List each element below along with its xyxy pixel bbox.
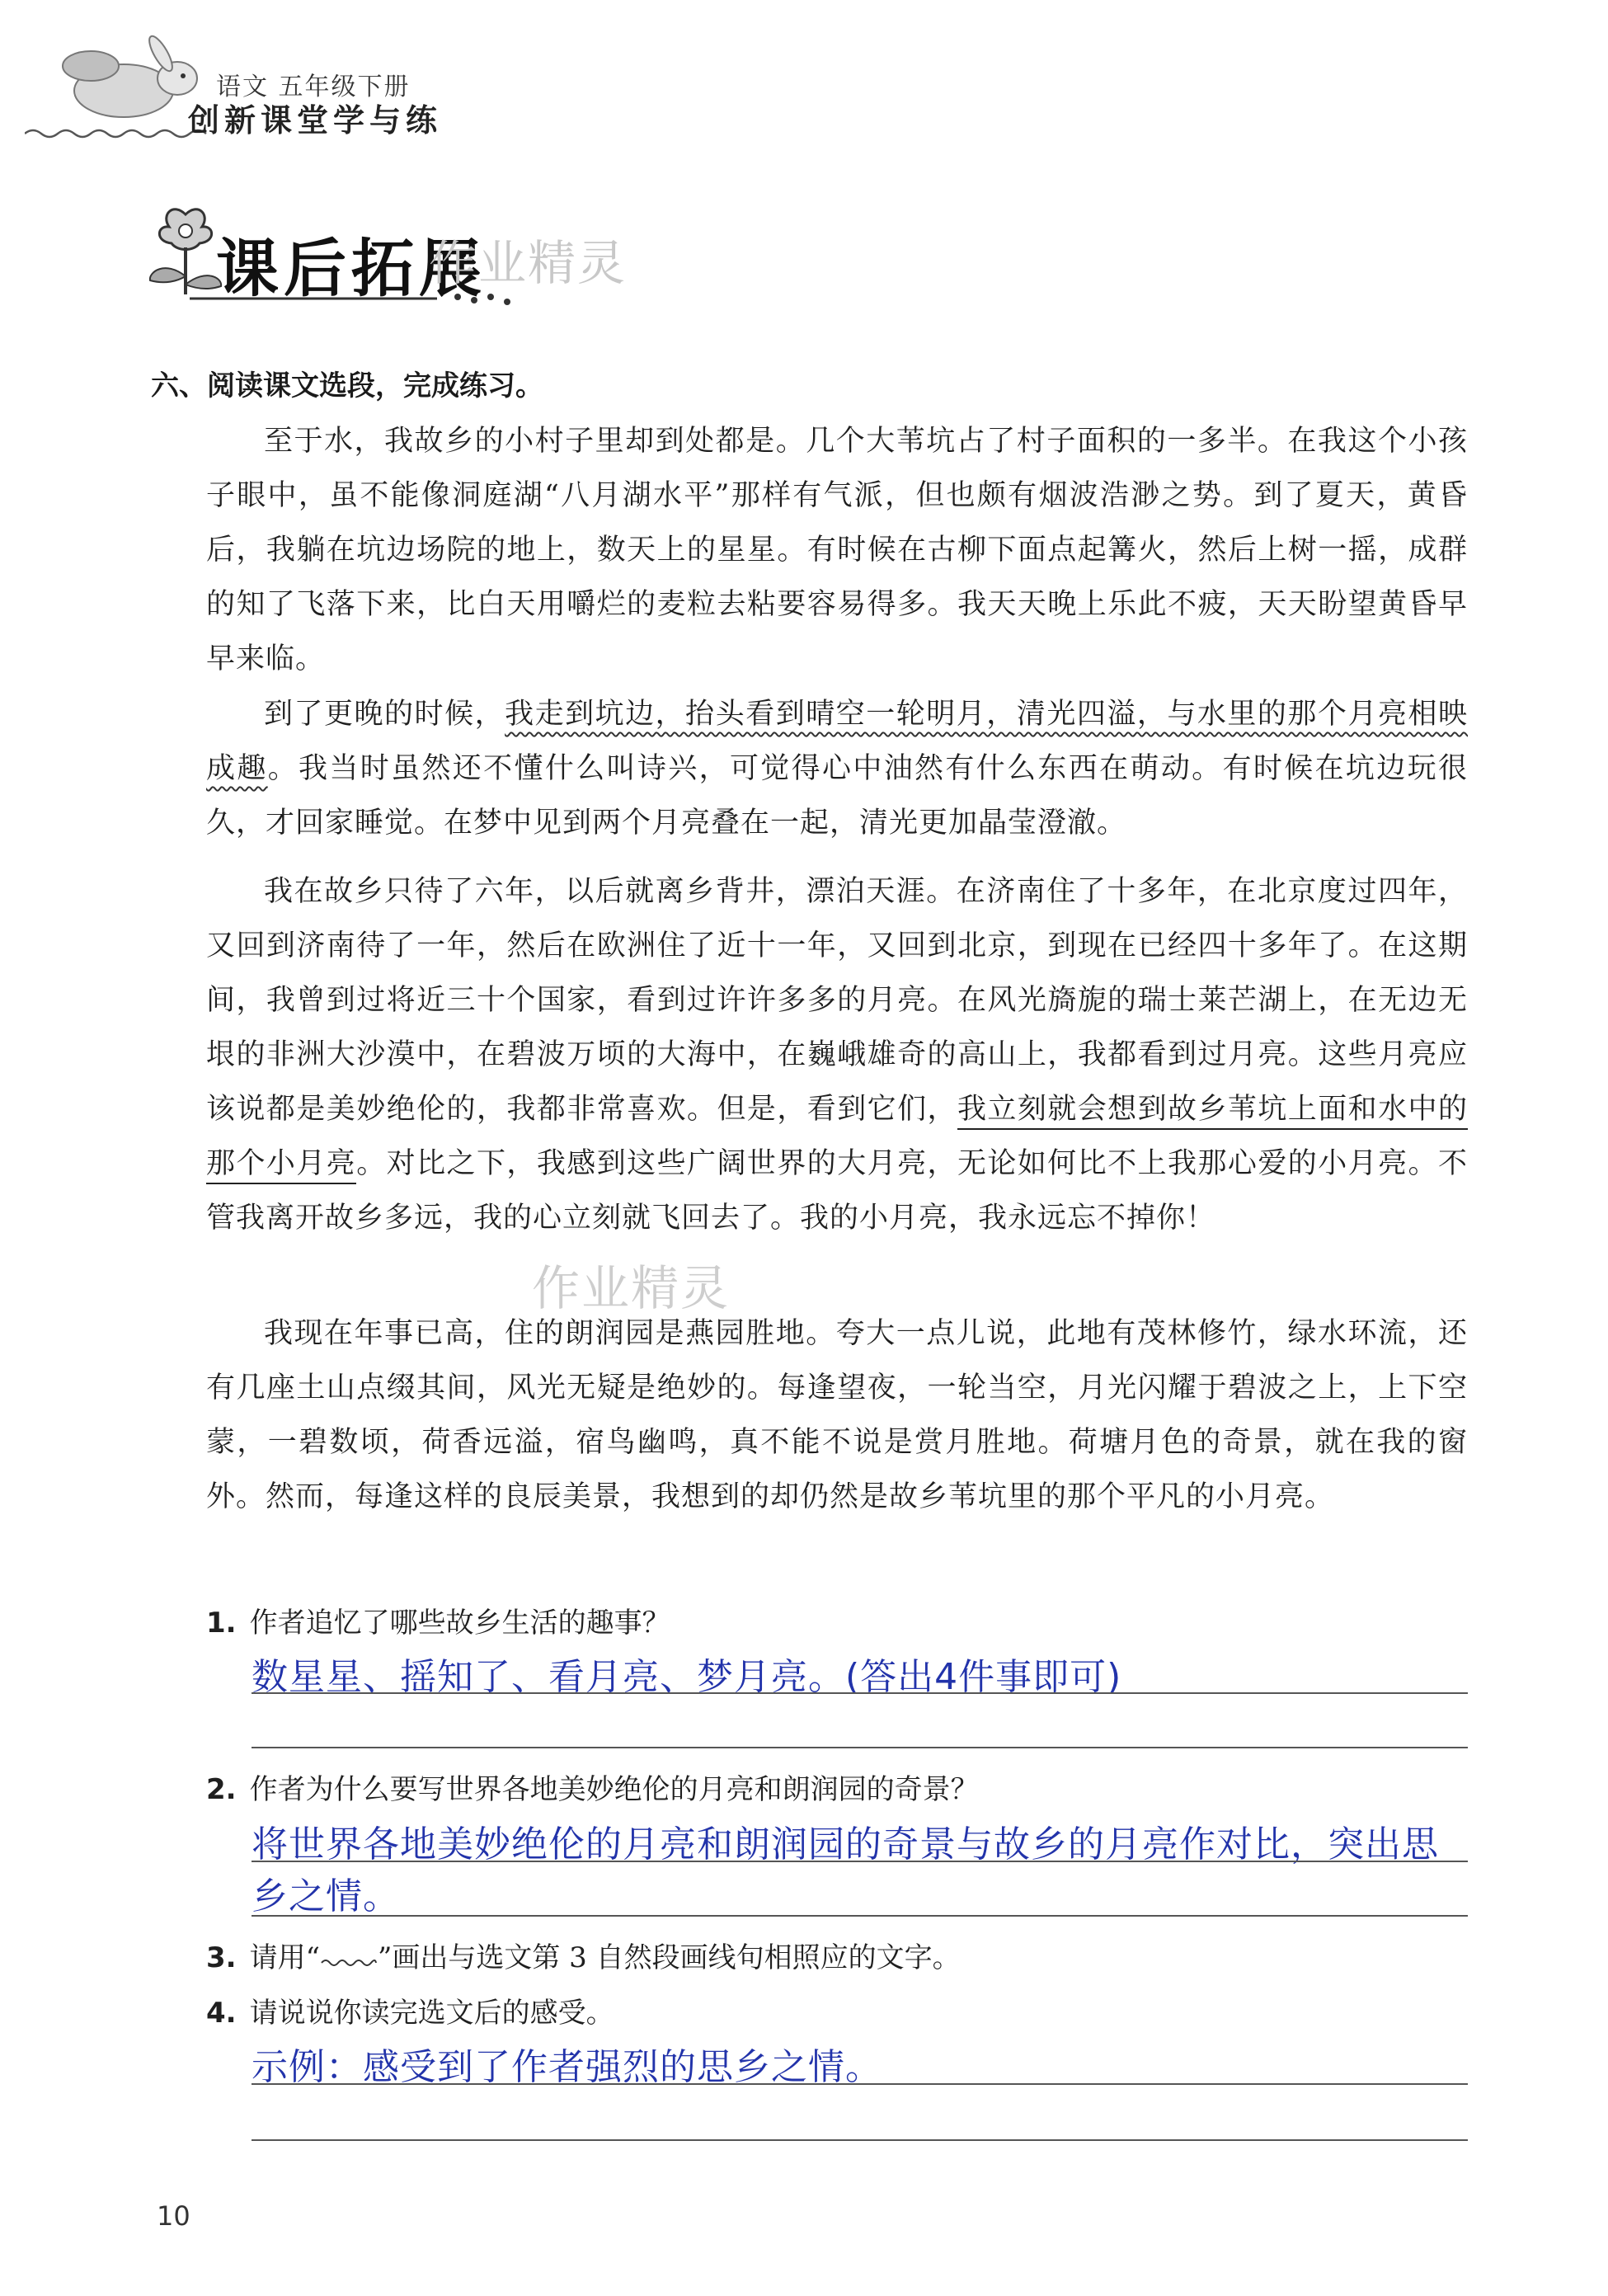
question-4: 4. 请说说你读完选文后的感受。 — [206, 1997, 614, 2030]
answer-2-line-1: 将世界各地美妙绝伦的月亮和朗润园的奇景与故乡的月亮作对比，突出思 — [252, 1823, 1439, 1866]
wavy-underlined-sentence: 我走到坑边，抬头看到晴空一轮明月，清光四溢，与水里的那个月亮相映成趣 — [206, 698, 1468, 785]
header-book-title: 创新课堂学与练 — [188, 102, 443, 139]
question-2: 2. 作者为什么要写世界各地美妙绝伦的月亮和朗润园的奇景？ — [206, 1773, 979, 1806]
passage-paragraph-2: 到了更晚的时候，我走到坑边，抬头看到晴空一轮明月，清光四溢，与水里的那个月亮相映成趣。我当时虽然还不懂什么叫诗兴，可觉得心中油然有什么东西在萌动。有时候在坑边玩很久，才回家睡觉。在梦中见到两个月亮叠在一起，清光更加晶莹澄澈。 — [206, 698, 1468, 840]
answer-line — [252, 1915, 1468, 1917]
section-banner: 课后拓展 — [216, 232, 487, 305]
header-subtitle: 语文 五年级下册 — [216, 73, 411, 101]
watermark: 作业精灵 — [429, 235, 628, 291]
answer-4: 示例：感受到了作者强烈的思乡之情。 — [252, 2046, 882, 2088]
answer-line — [252, 2139, 1468, 2141]
question-1: 1. 作者追忆了哪些故乡生活的趣事？ — [206, 1607, 670, 1640]
underlined-sentence: 我立刻就会想到故乡苇坑上面和水中的那个小月亮 — [206, 1093, 1468, 1184]
passage-paragraph-4: 我现在年事已高，住的朗润园是燕园胜地。夸大一点儿说，此地有茂林修竹，绿水环流，还有几座土山点缀其间，风光无疑是绝妙的。每逢望夜，一轮当空，月光闪耀于碧波之上，上下空蒙，一碧数顷，荷香远溢，宿鸟幽鸣，真不能不说是赏月胜地。荷塘月色的奇景，就在我的窗外。然而，每逢这样的良辰美景，我想到的却仍然是故乡苇坑里的那个平凡的小月亮。 — [206, 1317, 1468, 1513]
watermark-overlay: 作业精灵 — [532, 1260, 731, 1316]
wavy-line-symbol — [320, 1942, 378, 1975]
answer-2-line-2: 乡之情。 — [252, 1875, 400, 1917]
answer-line — [252, 1692, 1468, 1694]
header-rabbit-illustration — [25, 33, 214, 148]
passage-paragraph-3: 我在故乡只待了六年，以后就离乡背井，漂泊天涯。在济南住了十多年，在北京度过四年，又回到济南待了一年，然后在欧洲住了近十一年，又回到北京，到现在已经四十多年了。在这期间，我曾到过将近三十个国家，看到过许许多多的月亮。在风光旖旎的瑞士莱芒湖上，在无边无垠的非洲大沙漠中，在碧波万顷的大海中，在巍峨雄奇的高山上，我都看到过月亮。这些月亮应该说都是美妙绝伦的，我都非常喜欢。但是，看到它们，我立刻就会想到故乡苇坑上面和水中的那个小月亮。对比之下，我感到这些广阔世界的大月亮，无论如何比不上我那心爱的小月亮。不管我离开故乡多远，我的心立刻就飞回去了。我的小月亮，我永远忘不掉你！ — [206, 875, 1468, 1235]
answer-line — [252, 2083, 1468, 2085]
task-heading: 六、阅读课文选段，完成练习。 — [151, 369, 543, 402]
answer-line — [252, 1747, 1468, 1748]
question-3: 3. 请用“ ”画出与选文第 3 自然段画线句相照应的文字。 — [206, 1941, 961, 1974]
page-number: 10 — [157, 2200, 190, 2232]
passage-paragraph-1: 至于水，我故乡的小村子里却到处都是。几个大苇坑占了村子面积的一多半。在我这个小孩子眼中，虽不能像洞庭湖“八月湖水平”那样有气派，但也颇有烟波浩渺之势。到了夏天，黄昏后，我躺在坑边场院的地上，数天上的星星。有时候在古柳下面点起篝火，然后上树一摇，成群的知了飞落下来，比白天用嚼烂的麦粒去粘要容易得多。我天天晚上乐此不疲，天天盼望黄昏早早来临。 — [206, 425, 1468, 675]
answer-line — [252, 1861, 1468, 1862]
answer-1: 数星星、摇知了、看月亮、梦月亮。(答出4件事即可) — [252, 1656, 1122, 1698]
